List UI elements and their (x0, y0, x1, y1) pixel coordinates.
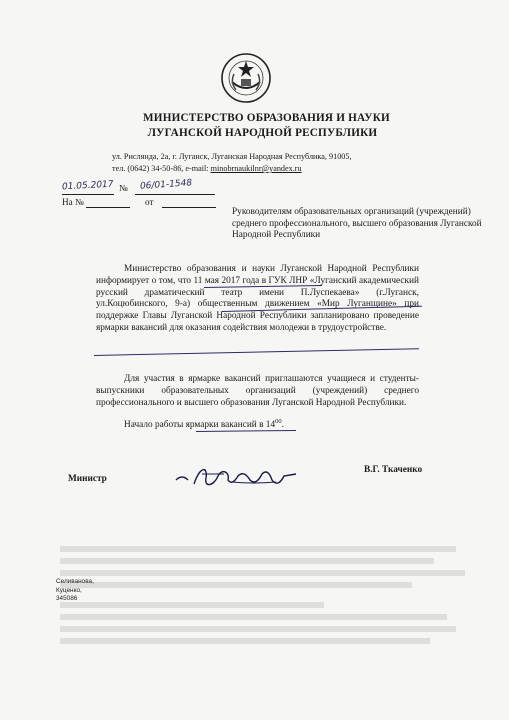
executor-phone: 345086 (56, 595, 78, 603)
reply-number-line (86, 207, 130, 208)
state-emblem-icon (220, 52, 272, 104)
bleed-through-text (60, 530, 500, 710)
address-line: ул. Рислянда, 2а, г. Луганск, Луганская Народная Республика, 91005, (112, 152, 352, 161)
executor-name-1: Селиванова, (56, 578, 94, 585)
reply-to-label: На № (62, 197, 84, 207)
signatory-name: В.Г. Ткаченко (364, 465, 423, 475)
signatory-title: Министр (68, 474, 107, 484)
signature-scribble-icon (172, 462, 302, 494)
body-paragraph-1: Министерство образования и науки Луганской Народной Республики информирует о том, что 11 мая 2017 года в ГУК ЛНР «Луганский академический русский драматический театр имени П.Луспекаева» (г.Луганск, ул.Коцюбинского, 9-а) общественным движением «Мир Луганщине» при поддержке Главы Луганской Народной Республики запланировано проведение ярмарки вакансий для оказания содействия молодежи в трудоустройстве. (96, 264, 419, 333)
phone-text: тел. (0642) 34-50-86, e-mail: (112, 164, 211, 173)
handwritten-date: 01.05.2017 (61, 179, 114, 193)
email-link[interactable]: minobrnaukilnr@yandex.ru (210, 164, 302, 173)
executor-block (56, 578, 94, 604)
start-time-text: Начало работы ярмарки вакансий в 14 (124, 420, 276, 431)
contact-line (112, 163, 352, 175)
start-time-minutes: 00 (275, 418, 282, 425)
date-underline (62, 194, 114, 195)
ministry-address (112, 151, 352, 175)
number-underline (135, 194, 215, 195)
body-paragraph-2: Для участия в ярмарке вакансий приглашаются учащиеся и студенты-выпускники образовательных организаций (учреждений) среднего профессионального и высшего образования Луганской Народной Республики. (96, 374, 419, 408)
ministry-name-line2: ЛУГАНСКОЙ НАРОДНОЙ РЕСПУБЛИКИ (147, 127, 378, 139)
from-label: от (145, 197, 154, 207)
recipient-block: Руководителям образовательных организаций (учреждений) среднего профессионального, высшего образования Луганской Народной Республики (232, 207, 482, 241)
reply-date-line (162, 207, 216, 208)
sentence-end: . (281, 420, 284, 431)
handwritten-underline-purpose (94, 348, 419, 356)
ministry-name-line1: МИНИСТЕРСТВО ОБРАЗОВАНИЯ И НАУКИ (143, 112, 390, 124)
number-sign: № (119, 183, 128, 193)
executor-name-2: Куценко, (56, 586, 82, 594)
handwritten-number: 06/01-1548 (139, 178, 193, 192)
